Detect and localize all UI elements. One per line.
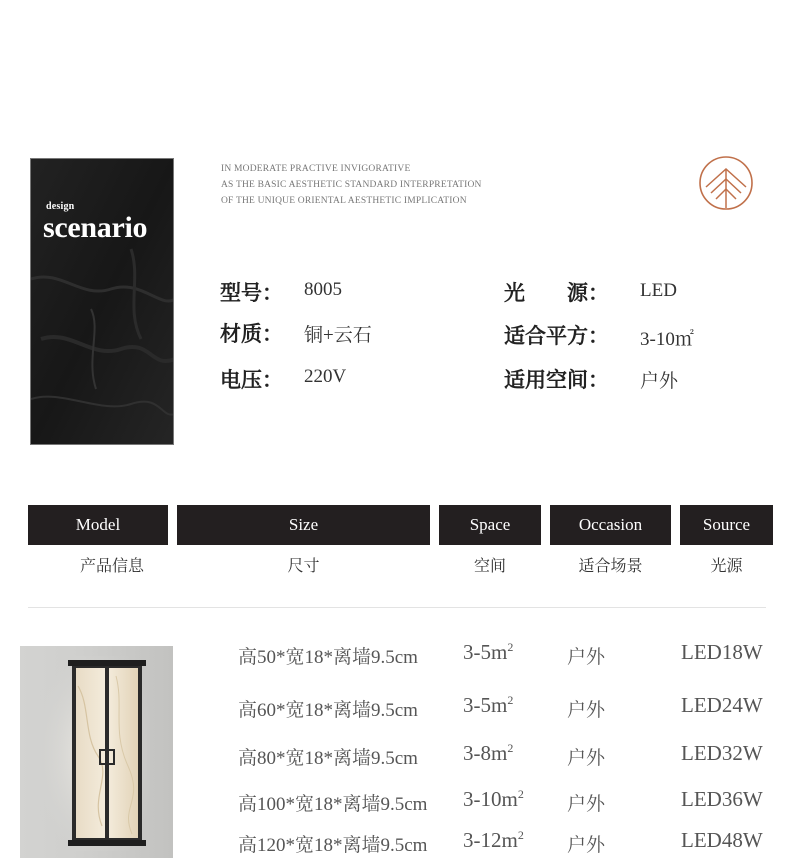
voltage-value: 220V <box>304 366 347 387</box>
wall-lamp-illustration <box>20 646 173 858</box>
scenario-title: scenario <box>43 211 148 244</box>
row-4-source: LED36W <box>681 787 763 811</box>
header-size: Size <box>177 505 430 545</box>
emblem-icon <box>698 155 754 211</box>
row-3-source: LED32W <box>681 741 763 765</box>
space-value: 户外 <box>640 371 679 392</box>
row-4-space: $3-10m^2$ <box>463 787 524 811</box>
model-value: 8005 <box>304 279 342 300</box>
product-image <box>20 646 173 858</box>
row-5-space: $3-12m^2$ <box>463 828 524 852</box>
row-5-occasion: 户外 <box>567 834 606 856</box>
row-1-occasion: 户外 <box>567 646 606 668</box>
subheader-model: 产品信息 <box>79 556 144 575</box>
space-label: 适用空间： <box>504 368 609 392</box>
row-2-occasion: 户外 <box>567 699 606 721</box>
header-model: Model <box>28 505 168 545</box>
model-label: 型号： <box>220 281 283 305</box>
subheader-occasion: 适合场景 <box>578 556 643 575</box>
row-5-size: 高120*宽18*离墙9.5cm <box>238 835 428 856</box>
area-value: 3-10㎡ <box>640 329 694 350</box>
subheader-source: 光源 <box>710 556 743 575</box>
tagline-line: OF THE UNIQUE ORIENTAL AESTHETIC IMPLICATION <box>221 196 467 206</box>
row-1-source: LED18W <box>681 640 763 664</box>
scenario-card <box>30 158 174 445</box>
material-value: 铜+云石 <box>304 325 372 346</box>
row-4-size: 高100*宽18*离墙9.5cm <box>238 794 428 815</box>
area-label: 适合平方： <box>504 324 609 348</box>
row-4-occasion: 户外 <box>567 793 606 815</box>
row-3-size: 高80*宽18*离墙9.5cm <box>238 748 418 769</box>
row-2-source: LED24W <box>681 693 763 717</box>
header-space: Space <box>439 505 541 545</box>
row-1-space: $3-5m^2$ <box>463 640 514 664</box>
divider <box>28 607 766 608</box>
header-source: Source <box>680 505 773 545</box>
tagline-line: IN MODERATE PRACTIVE INVIGORATIVE <box>221 164 411 174</box>
light-source-value: LED <box>640 280 677 301</box>
row-3-occasion: 户外 <box>567 747 606 769</box>
subheader-space: 空间 <box>473 556 506 575</box>
scenario-small-label: design <box>46 201 75 212</box>
light-source-label: 光 源： <box>504 281 609 305</box>
subheader-size: 尺寸 <box>287 556 320 575</box>
row-2-space: $3-5m^2$ <box>463 693 514 717</box>
tagline <box>221 161 482 209</box>
material-label: 材质： <box>220 322 283 346</box>
row-2-size: 高60*宽18*离墙9.5cm <box>238 700 418 721</box>
row-5-source: LED48W <box>681 828 763 852</box>
voltage-label: 电压： <box>220 368 283 392</box>
tagline-line: AS THE BASIC AESTHETIC STANDARD INTERPRETATION <box>221 180 482 190</box>
row-1-size: 高50*宽18*离墙9.5cm <box>238 647 418 668</box>
header-occasion: Occasion <box>550 505 671 545</box>
row-3-space: $3-8m^2$ <box>463 741 514 765</box>
